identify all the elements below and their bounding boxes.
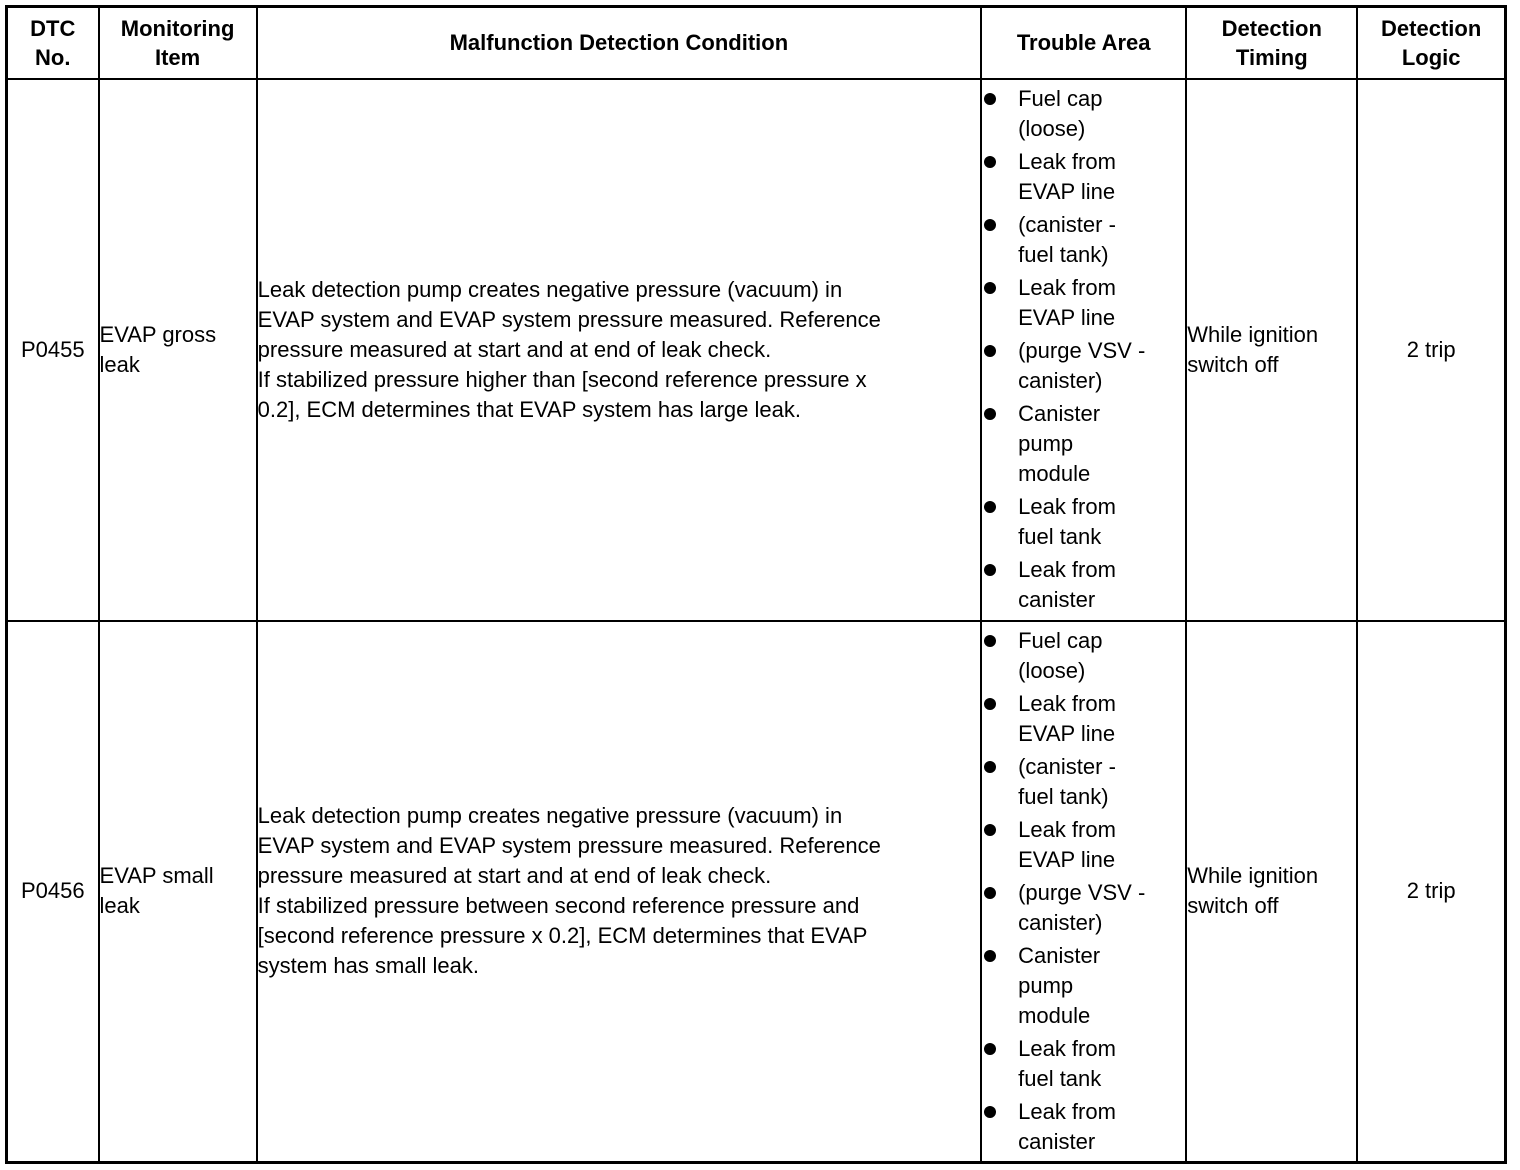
dtc-code: P0455 — [7, 79, 99, 621]
header-trouble-area: Trouble Area — [981, 7, 1186, 79]
trouble-area-text: Canister — [1018, 942, 1101, 968]
header-dtc-no — [7, 7, 99, 79]
trouble-area-item — [982, 492, 1185, 552]
trouble-area-item — [982, 878, 1185, 938]
monitoring-item-line: EVAP small — [99, 863, 214, 889]
bullet-icon — [984, 887, 996, 899]
trouble-area-text: EVAP line — [1018, 179, 1116, 204]
condition-line: Leak detection pump creates negative pressure (vacuum) in — [257, 276, 843, 302]
trouble-area-text: (canister - — [1018, 753, 1116, 779]
condition-line: If stabilized pressure between second reference pressure and — [257, 893, 860, 919]
trouble-area-item — [982, 555, 1185, 615]
trouble-area-text: (loose) — [1018, 116, 1086, 141]
trouble-area-text: EVAP line — [1018, 305, 1116, 330]
bullet-icon — [984, 950, 996, 962]
bullet-icon — [984, 1043, 996, 1055]
header-detection-timing-line-1: Detection — [1221, 15, 1322, 41]
trouble-area-text: fuel tank) — [1018, 783, 1109, 809]
trouble-area-text: Canister — [1018, 401, 1101, 426]
header-monitoring-item-line-1: Monitoring — [120, 15, 235, 41]
trouble-area-text: fuel tank) — [1018, 242, 1109, 267]
trouble-area-text: canister — [1018, 1128, 1096, 1154]
trouble-area-item — [982, 399, 1185, 489]
bullet-icon — [984, 501, 996, 513]
header-dtc-no-line-2: No. — [35, 44, 71, 70]
dtc-code: P0456 — [7, 621, 99, 1163]
condition-line: Leak detection pump creates negative pressure (vacuum) in — [257, 803, 843, 829]
trouble-area-text: pump — [1018, 972, 1074, 998]
condition-line: pressure measured at start and at end of leak check. — [257, 863, 772, 889]
trouble-area-text: Leak from — [1018, 1098, 1116, 1124]
bullet-icon — [984, 219, 996, 231]
header-row — [7, 7, 1506, 79]
dtc-table — [5, 5, 1507, 1164]
trouble-area-text: module — [1018, 461, 1091, 486]
trouble-area-item — [982, 689, 1185, 749]
trouble-area-text: (purge VSV - — [1018, 338, 1146, 363]
trouble-area-text: module — [1018, 1002, 1091, 1028]
table-body — [7, 79, 1506, 1163]
table-row — [7, 79, 1506, 621]
bullet-icon — [984, 282, 996, 294]
condition-line: If stabilized pressure higher than [second reference pressure x — [257, 366, 867, 392]
condition-line: [second reference pressure x 0.2], ECM determines that EVAP — [257, 923, 868, 949]
trouble-area-item — [982, 941, 1185, 1031]
condition-line: 0.2], ECM determines that EVAP system has large leak. — [257, 396, 801, 422]
bullet-icon — [984, 408, 996, 420]
monitoring-item — [99, 79, 257, 621]
detection-timing — [1186, 79, 1357, 621]
monitoring-item-line: leak — [99, 351, 140, 377]
condition-line: pressure measured at start and at end of leak check. — [257, 336, 772, 362]
trouble-area — [981, 621, 1186, 1163]
trouble-area-text: Leak from — [1018, 149, 1116, 174]
condition-line: EVAP system and EVAP system pressure measured. Reference — [257, 306, 881, 332]
trouble-area-text: Leak from — [1018, 494, 1116, 519]
detection-timing-line: switch off — [1187, 351, 1279, 377]
trouble-area-text: Leak from — [1018, 557, 1116, 582]
trouble-area-text: Fuel cap — [1018, 627, 1103, 653]
header-detection-logic-line-2: Logic — [1401, 44, 1461, 70]
trouble-area-text: Leak from — [1018, 690, 1116, 716]
detection-logic: 2 trip — [1357, 79, 1505, 621]
trouble-area-list — [982, 84, 1185, 615]
header-dtc-no-line-1: DTC — [30, 15, 76, 41]
monitoring-item-line: EVAP gross — [99, 321, 217, 347]
header-detection-timing — [1186, 7, 1357, 79]
trouble-area-item — [982, 147, 1185, 207]
table-row — [7, 621, 1506, 1163]
header-detection-logic — [1357, 7, 1505, 79]
detection-timing-line: switch off — [1187, 893, 1279, 919]
detection-condition — [257, 79, 981, 621]
trouble-area-item — [982, 1097, 1185, 1157]
monitoring-item — [99, 621, 257, 1163]
detection-timing-line: While ignition — [1187, 863, 1319, 889]
trouble-area-text: Leak from — [1018, 1035, 1116, 1061]
trouble-area-text: EVAP line — [1018, 846, 1116, 872]
bullet-icon — [984, 345, 996, 357]
trouble-area-item — [982, 626, 1185, 686]
trouble-area-text: EVAP line — [1018, 720, 1116, 746]
header-monitoring-item — [99, 7, 257, 79]
detection-condition — [257, 621, 981, 1163]
header-condition: Malfunction Detection Condition — [257, 7, 981, 79]
trouble-area-text: canister) — [1018, 368, 1103, 393]
bullet-icon — [984, 761, 996, 773]
bullet-icon — [984, 156, 996, 168]
bullet-icon — [984, 564, 996, 576]
trouble-area-item — [982, 336, 1185, 396]
trouble-area-text: (loose) — [1018, 657, 1086, 683]
trouble-area — [981, 79, 1186, 621]
monitoring-item-line: leak — [99, 893, 140, 919]
bullet-icon — [984, 635, 996, 647]
trouble-area-text: Fuel cap — [1018, 86, 1103, 111]
trouble-area-list — [982, 626, 1185, 1157]
trouble-area-text: Leak from — [1018, 275, 1116, 300]
detection-timing-line: While ignition — [1187, 321, 1319, 347]
trouble-area-text: (canister - — [1018, 212, 1116, 237]
header-detection-timing-line-2: Timing — [1235, 44, 1308, 70]
trouble-area-item — [982, 273, 1185, 333]
header-detection-logic-line-1: Detection — [1381, 15, 1482, 41]
trouble-area-text: canister — [1018, 587, 1096, 612]
trouble-area-item — [982, 84, 1185, 144]
bullet-icon — [984, 1106, 996, 1118]
trouble-area-text: fuel tank — [1018, 524, 1102, 549]
condition-line: system has small leak. — [257, 953, 479, 979]
bullet-icon — [984, 698, 996, 710]
header-monitoring-item-line-2: Item — [154, 44, 201, 70]
trouble-area-item — [982, 1034, 1185, 1094]
trouble-area-item — [982, 210, 1185, 270]
bullet-icon — [984, 824, 996, 836]
trouble-area-text: Leak from — [1018, 816, 1116, 842]
trouble-area-text: fuel tank — [1018, 1065, 1102, 1091]
trouble-area-text: pump — [1018, 431, 1074, 456]
condition-line: EVAP system and EVAP system pressure measured. Reference — [257, 833, 881, 859]
detection-timing — [1186, 621, 1357, 1163]
trouble-area-text: canister) — [1018, 909, 1103, 935]
bullet-icon — [984, 93, 996, 105]
trouble-area-text: (purge VSV - — [1018, 879, 1146, 905]
trouble-area-item — [982, 752, 1185, 812]
detection-logic: 2 trip — [1357, 621, 1505, 1163]
trouble-area-item — [982, 815, 1185, 875]
